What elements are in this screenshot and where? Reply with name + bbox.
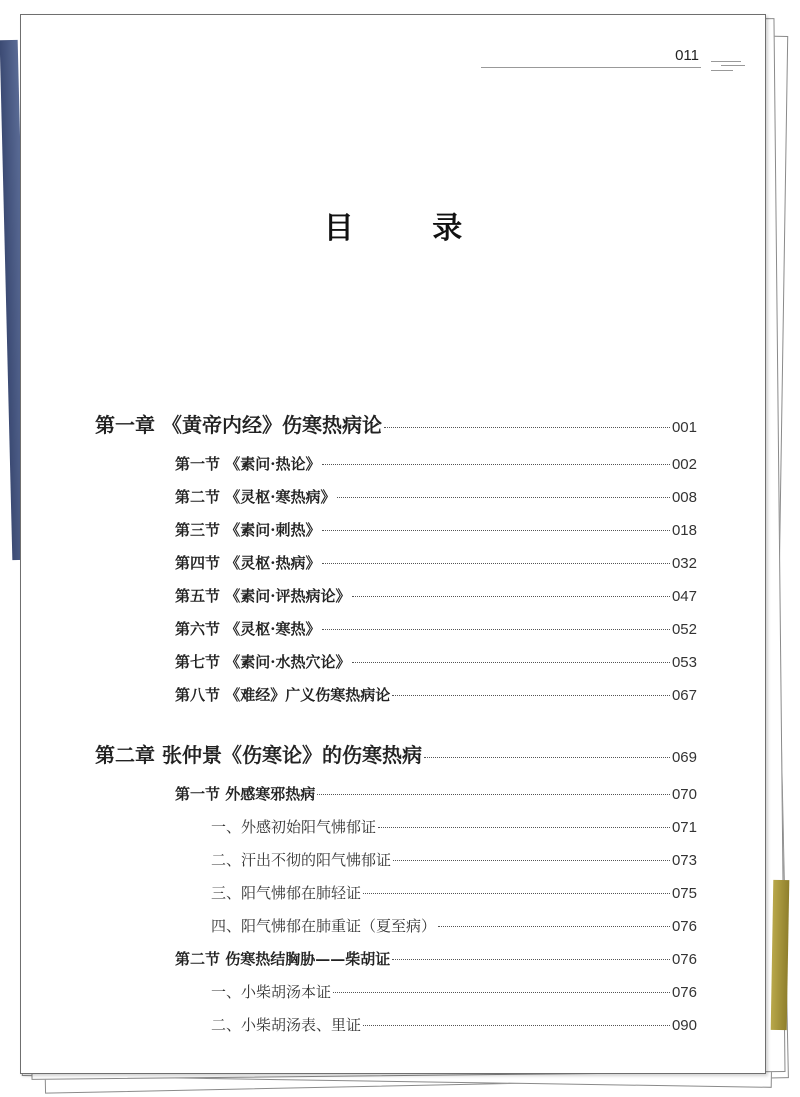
toc-item-label: 三、阳气怫郁在肺轻证: [211, 884, 362, 902]
toc-page-number: 001: [671, 419, 697, 436]
toc-section[interactable]: [175, 453, 697, 474]
toc-section-label: 第七节 《素问·水热穴论》: [175, 653, 351, 671]
toc-section[interactable]: [175, 585, 697, 606]
toc-item[interactable]: [211, 1014, 697, 1035]
back-sheet-edge: [771, 880, 790, 1030]
toc-page-number: 076: [671, 951, 697, 968]
toc-chapter[interactable]: [95, 409, 697, 438]
dot-leader: [392, 959, 670, 960]
dot-leader: [384, 427, 670, 428]
toc-page-number: 075: [671, 885, 697, 902]
toc-section-label: 第八节 《难经》广义伤寒热病论: [175, 686, 391, 704]
dot-leader: [352, 662, 670, 663]
toc-section[interactable]: [175, 684, 697, 705]
dot-leader: [352, 596, 670, 597]
toc-page-number: 052: [671, 621, 697, 638]
toc-section-label: 第一节 《素问·热论》: [175, 455, 321, 473]
toc-item-label: 一、小柴胡汤本证: [211, 983, 332, 1001]
dot-leader: [392, 695, 670, 696]
dot-leader: [322, 629, 670, 630]
toc-page-number: 067: [671, 687, 697, 704]
header-ornament: [711, 61, 741, 62]
toc-section-label: 第三节 《素问·刺热》: [175, 521, 321, 539]
toc-section[interactable]: [175, 948, 697, 969]
dot-leader: [438, 926, 670, 927]
toc-item[interactable]: [211, 849, 697, 870]
toc-section-label: 第六节 《灵枢·寒热》: [175, 620, 321, 638]
dot-leader: [424, 757, 670, 758]
toc-section[interactable]: [175, 486, 697, 507]
toc-page-number: 032: [671, 555, 697, 572]
toc-chapter[interactable]: [95, 739, 697, 768]
toc-section[interactable]: [175, 519, 697, 540]
toc-section-label: 第五节 《素问·评热病论》: [175, 587, 351, 605]
toc-page-number: 047: [671, 588, 697, 605]
dot-leader: [322, 530, 670, 531]
toc-item[interactable]: [211, 882, 697, 903]
toc-chapter-label: 第一章 《黄帝内经》伤寒热病论: [95, 413, 382, 437]
header-rule: [481, 67, 701, 68]
toc-page-number: 018: [671, 522, 697, 539]
toc-page-number: 053: [671, 654, 697, 671]
toc-section-label: 第四节 《灵枢·热病》: [175, 554, 321, 572]
page-number: 011: [675, 47, 699, 64]
page-title: 目 录: [323, 211, 497, 246]
toc-section[interactable]: [175, 618, 697, 639]
toc-section[interactable]: [175, 651, 697, 672]
dot-leader: [393, 860, 670, 861]
toc-item[interactable]: [211, 915, 697, 936]
toc-item-label: 一、外感初始阳气怫郁证: [211, 818, 377, 836]
toc-item-label: 二、小柴胡汤表、里证: [211, 1016, 362, 1034]
toc-section[interactable]: [175, 783, 697, 804]
toc-page-number: 002: [671, 456, 697, 473]
toc-page-number: 008: [671, 489, 697, 506]
header-ornament: [721, 65, 745, 66]
toc-item[interactable]: [211, 981, 697, 1002]
toc-page-number: 076: [671, 984, 697, 1001]
toc-item-label: 二、汗出不彻的阳气怫郁证: [211, 851, 392, 869]
toc-section-label: 第二节 伤寒热结胸胁——柴胡证: [175, 950, 391, 968]
toc-page-number: 090: [671, 1017, 697, 1034]
toc-page: [20, 14, 766, 1074]
toc-item-label: 四、阳气怫郁在肺重证（夏至病）: [211, 917, 437, 935]
toc-section-label: 第二节 《灵枢·寒热病》: [175, 488, 336, 506]
dot-leader: [363, 893, 670, 894]
dot-leader: [378, 827, 670, 828]
toc-page-number: 071: [671, 819, 697, 836]
toc-section-label: 第一节 外感寒邪热病: [175, 785, 316, 803]
toc-page-number: 069: [671, 749, 697, 766]
dot-leader: [333, 992, 670, 993]
toc-page-number: 070: [671, 786, 697, 803]
toc-page-number: 073: [671, 852, 697, 869]
toc-section[interactable]: [175, 552, 697, 573]
dot-leader: [322, 464, 670, 465]
toc-item[interactable]: [211, 816, 697, 837]
dot-leader: [322, 563, 670, 564]
toc-page-number: 076: [671, 918, 697, 935]
dot-leader: [337, 497, 670, 498]
toc-chapter-label: 第二章 张仲景《伤寒论》的伤寒热病: [95, 743, 422, 767]
dot-leader: [363, 1025, 670, 1026]
header-ornament: [711, 70, 733, 71]
dot-leader: [317, 794, 670, 795]
